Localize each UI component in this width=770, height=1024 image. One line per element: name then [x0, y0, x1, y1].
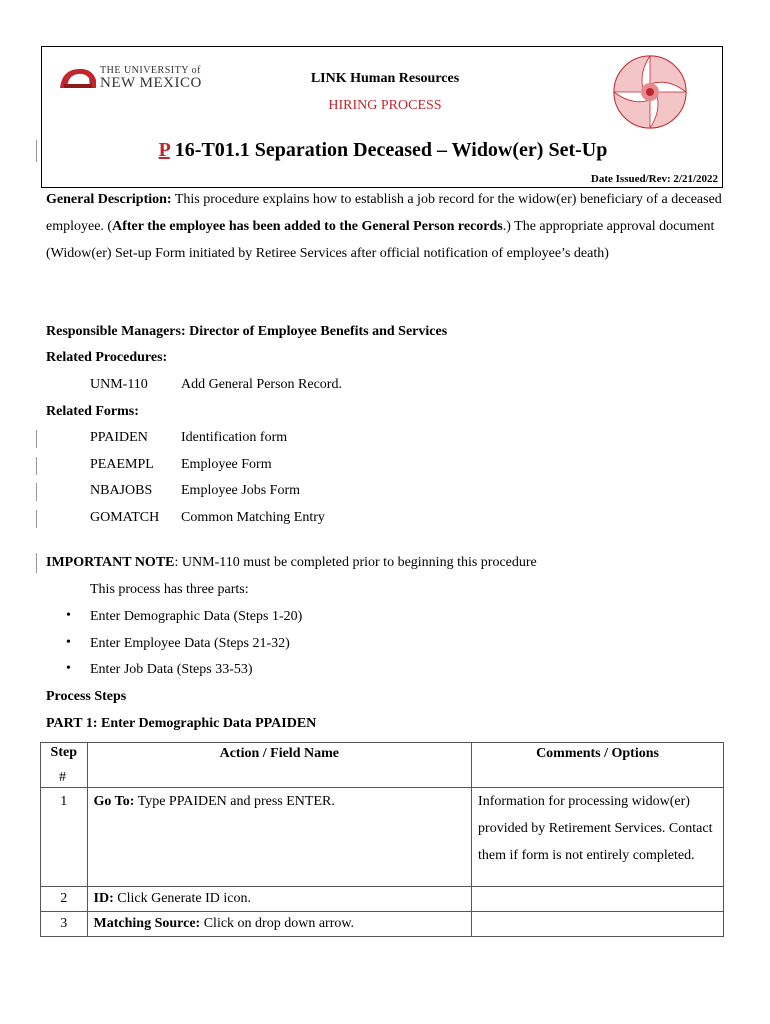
table-header-row — [41, 743, 724, 788]
important-note — [46, 555, 537, 571]
step-action — [87, 912, 472, 937]
step-field: Matching Source: — [93, 916, 201, 931]
table-row — [41, 912, 724, 937]
general-description-text-2: .) The appropriate approval document (Widow(er) Set-up Form initiated by Retiree Services after official notification of employee’s death) — [46, 219, 715, 261]
responsible-managers: Responsible Managers: Director of Employee Benefits and Services — [46, 324, 448, 339]
form-desc: Common Matching Entry — [181, 510, 325, 525]
important-note-text: : UNM-110 must be completed prior to beginning this procedure — [174, 555, 537, 570]
part1-heading: PART 1: Enter Demographic Data PPAIDEN — [46, 716, 317, 731]
step-action-text: Click Generate ID icon. — [113, 891, 251, 906]
step-action — [87, 887, 472, 912]
general-description — [46, 186, 726, 267]
header-comments: Comments / Options — [472, 743, 724, 788]
step-comment — [472, 912, 724, 937]
form-code: PEAEMPL — [90, 457, 154, 472]
part-item: Enter Demographic Data (Steps 1-20) — [90, 609, 303, 624]
unm-logo-mark-icon — [58, 64, 98, 90]
step-field: ID: — [93, 891, 114, 906]
steps-table — [40, 742, 724, 937]
step-comment — [472, 887, 724, 912]
part-item: Enter Employee Data (Steps 21-32) — [90, 636, 290, 651]
title-text: 16-T01.1 Separation Deceased – Widow(er) Set-Up — [169, 139, 608, 161]
step-comment: Information for processing widow(er) provided by Retirement Services. Contact them if form is not entirely completed. — [472, 788, 724, 887]
step-action-text: Type PPAIDEN and press ENTER. — [134, 794, 335, 809]
procedure-code: UNM-110 — [90, 377, 148, 392]
page-title — [42, 139, 724, 162]
table-row — [41, 788, 724, 887]
logo-line-1: THE UNIVERSITY of — [100, 65, 201, 76]
important-note-label: IMPORTANT NOTE — [46, 555, 175, 570]
related-procedures-label: Related Procedures: — [46, 350, 168, 365]
step-number: 2 — [41, 887, 88, 912]
form-code: PPAIDEN — [90, 430, 148, 445]
hiring-process-subtitle: HIRING PROCESS — [328, 98, 442, 113]
procedure-desc: Add General Person Record. — [181, 377, 342, 392]
general-description-label: General Description: — [46, 192, 172, 207]
change-bar — [36, 457, 37, 475]
step-field: Go To: — [93, 794, 135, 809]
related-forms-label: Related Forms: — [46, 404, 139, 419]
form-desc: Identification form — [181, 430, 288, 445]
part-item: Enter Job Data (Steps 33-53) — [90, 662, 253, 677]
form-code: GOMATCH — [90, 510, 160, 525]
form-code: NBAJOBS — [90, 483, 153, 498]
change-bar — [36, 510, 37, 528]
change-bar — [36, 430, 37, 448]
change-bar — [36, 483, 37, 501]
general-description-text-1: This procedure explains how to establish a job record for the widow(er) beneficiary of a deceased employee. ( — [46, 192, 722, 234]
parts-intro: This process has three parts: — [90, 582, 249, 597]
general-description-bold: After the employee has been added to the General Person records — [112, 219, 503, 234]
logo-line-2: NEW MEXICO — [100, 75, 202, 91]
unm-seal-icon — [612, 54, 688, 130]
bullet-icon: • — [66, 608, 71, 623]
title-prefix: P — [158, 139, 170, 161]
unm-logo — [58, 62, 203, 94]
form-desc: Employee Form — [181, 457, 272, 472]
step-action-text: Click on drop down arrow. — [200, 916, 355, 931]
header-step: Step — [41, 743, 88, 788]
header-step-hash: # — [59, 770, 66, 785]
date-issued: Date Issued/Rev: 2/21/2022 — [590, 173, 718, 185]
bullet-icon: • — [66, 635, 71, 650]
table-row — [41, 887, 724, 912]
change-bar — [36, 140, 37, 162]
step-number: 3 — [41, 912, 88, 937]
header-action: Action / Field Name — [87, 743, 472, 788]
step-action — [87, 788, 472, 887]
bullet-icon: • — [66, 661, 71, 676]
change-bar — [36, 553, 37, 573]
organization-name: LINK Human Resources — [310, 71, 460, 86]
process-steps-heading: Process Steps — [46, 689, 127, 704]
form-desc: Employee Jobs Form — [181, 483, 300, 498]
step-number: 1 — [41, 788, 88, 887]
